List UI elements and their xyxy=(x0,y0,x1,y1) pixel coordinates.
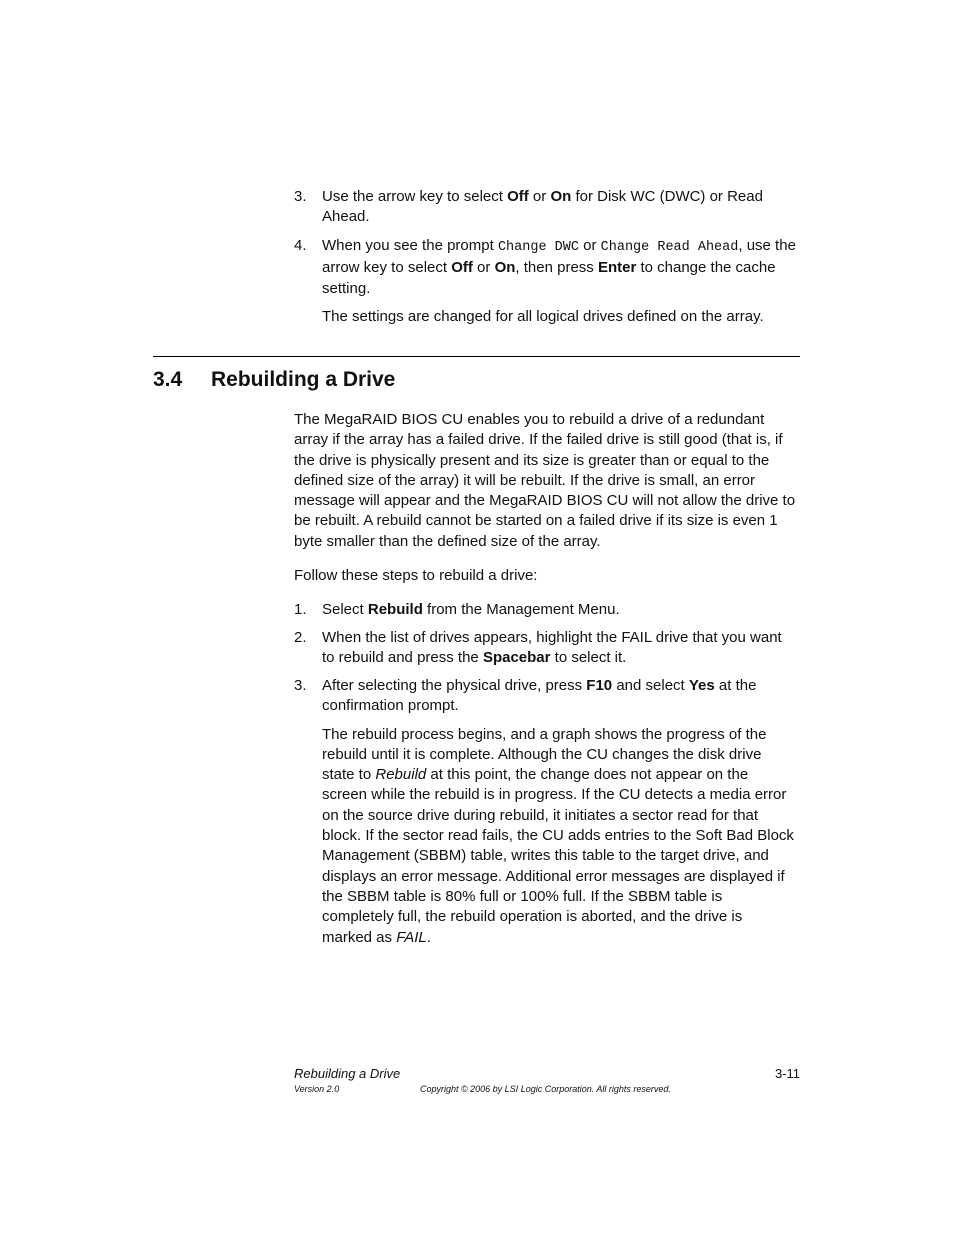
step-note: The rebuild process begins, and a graph shows the progress of the rebuild until it is complete. Although the CU changes the disk drive state to Rebuild at this point, the change does not appear on the screen while the rebuild is in progress. If the CU detects a media error on the source drive during rebuild, it initiates a sector read for that block. If the sector read fails, the CU adds entries to the Soft Bad Block Management (SBBM) table, writes this table to the target drive, and displays an error message. Additional error messages are displayed if the SBBM table is 80% full or 100% full. If the SBBM table is completely full, the rebuild operation is aborted, and the drive is marked as FAIL. xyxy=(322,725,794,946)
list-text: Use the arrow key to select Off or On for Disk WC (DWC) or Read Ahead. xyxy=(322,188,763,226)
intro-paragraph: The MegaRAID BIOS CU enables you to rebuild a drive of a redundant array if the array has a failed drive. If the failed drive is still good (that is, if the drive is physically present and its size is greater than or equal to the defined size of the array) it will be rebuilt. If the drive is small, an error message will appear and the MegaRAID BIOS CU will not allow the drive to be rebuilt. A rebuild cannot be started on a failed drive if its size is even 1 byte smaller than the defined size of the array. xyxy=(294,411,796,550)
step-number: 1. xyxy=(294,601,307,618)
section-divider xyxy=(153,356,800,357)
step-number: 2. xyxy=(294,629,307,646)
list-number: 4. xyxy=(294,237,307,254)
section-number: 3.4 xyxy=(153,368,183,391)
footer-section-name: Rebuilding a Drive xyxy=(294,1066,401,1081)
section-title: Rebuilding a Drive xyxy=(211,368,396,391)
list-number: 3. xyxy=(294,188,307,205)
step-text: Select Rebuild from the Management Menu. xyxy=(322,601,620,618)
list-note: The settings are changed for all logical drives defined on the array. xyxy=(322,307,764,325)
step-text: When the list of drives appears, highlight the FAIL drive that you want to rebuild and press the Spacebar to select it. xyxy=(322,629,782,667)
footer-page-number: 3-11 xyxy=(774,1066,800,1081)
steps-intro: Follow these steps to rebuild a drive: xyxy=(294,567,538,584)
footer-copyright: Copyright © 2006 by LSI Logic Corporation. All rights reserved. xyxy=(420,1084,671,1094)
footer-version: Version 2.0 xyxy=(294,1084,340,1094)
step-number: 3. xyxy=(294,677,307,694)
list-text: When you see the prompt Change DWC or Change Read Ahead, use the arrow key to select Off or On, then press Enter to change the cache setting. xyxy=(322,237,796,297)
step-text: After selecting the physical drive, press F10 and select Yes at the confirmation prompt. xyxy=(322,677,757,715)
